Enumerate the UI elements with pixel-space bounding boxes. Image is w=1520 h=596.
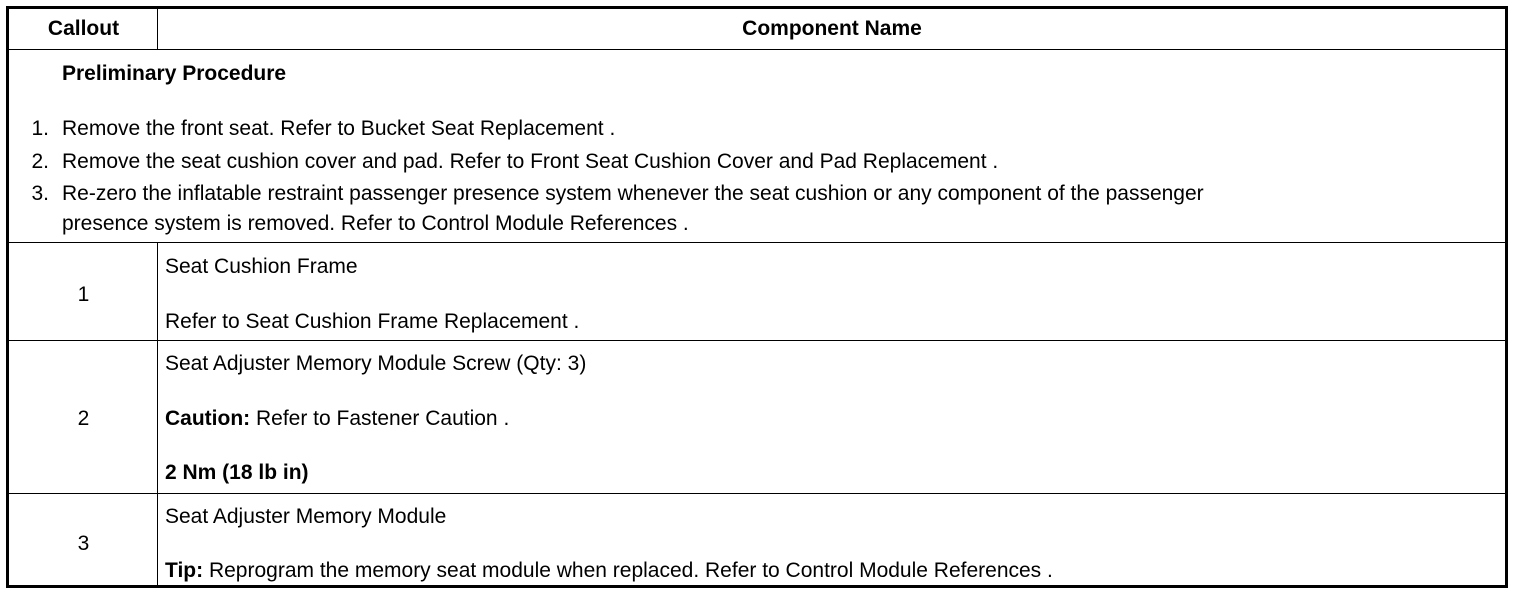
- row-divider: [9, 49, 1505, 50]
- tip-text: Reprogram the memory seat module when replaced. Refer to Control Module References .: [203, 559, 1053, 582]
- component-table: [6, 6, 1508, 588]
- torque-spec: 2 Nm (18 lb in): [165, 461, 309, 484]
- header-component-name: Component Name: [742, 17, 922, 40]
- tip-line: [165, 559, 1053, 583]
- caution-text: Refer to Fastener Caution .: [250, 407, 510, 430]
- row-divider: [9, 493, 1505, 494]
- step-text: Remove the front seat. Refer to Bucket Seat Replacement .: [62, 117, 616, 140]
- step-text: Remove the seat cushion cover and pad. Refer to Front Seat Cushion Cover and Pad Replacement .: [62, 150, 999, 173]
- header-callout: Callout: [47, 17, 120, 40]
- row-divider: [9, 340, 1505, 341]
- preliminary-title: Preliminary Procedure: [62, 62, 287, 85]
- step-number: 1.: [31, 117, 49, 140]
- caution-label: Caution:: [165, 407, 251, 430]
- step-number: 3.: [31, 182, 49, 205]
- step-text: Re-zero the inflatable restraint passenger presence system whenever the seat cushion or any component of the passenger: [62, 182, 1204, 205]
- row-divider: [9, 242, 1505, 243]
- callout-number: 3: [77, 532, 90, 555]
- caution-line: [165, 407, 509, 431]
- component-name: Seat Adjuster Memory Module Screw (Qty: 3): [165, 352, 587, 375]
- component-name: Seat Cushion Frame: [165, 255, 358, 278]
- step-text-continuation: presence system is removed. Refer to Control Module References .: [62, 212, 689, 235]
- callout-number: 2: [77, 407, 90, 430]
- step-number: 2.: [31, 150, 49, 173]
- callout-number: 1: [77, 283, 90, 306]
- column-divider-header: [157, 9, 158, 49]
- tip-label: Tip:: [165, 559, 204, 582]
- component-note: Refer to Seat Cushion Frame Replacement .: [165, 310, 580, 333]
- component-name: Seat Adjuster Memory Module: [165, 505, 447, 528]
